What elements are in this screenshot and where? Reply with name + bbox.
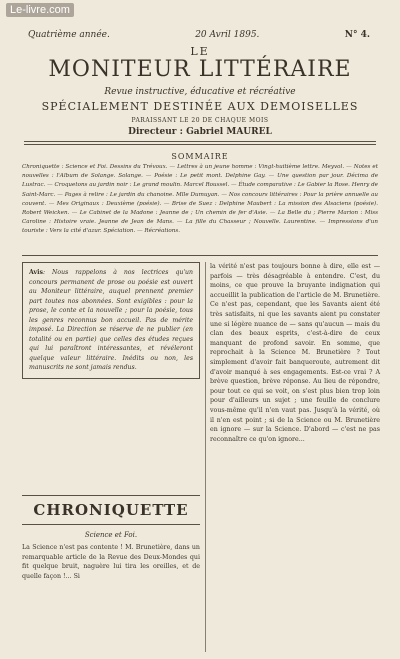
masthead-rule	[24, 141, 376, 142]
watermark-label: Le-livre.com	[6, 3, 74, 17]
masthead-title: MONITEUR LITTÉRAIRE	[48, 57, 352, 82]
chroniquette-title: CHRONIQUETTE	[33, 501, 189, 519]
sommaire-heading: SOMMAIRE	[171, 152, 229, 161]
chroniquette-subtitle: Science et Foi.	[84, 531, 138, 539]
avis-text: : Nous rappelons à nos lectrices qu'un concours permanent de prose ou poésie est ouvert au Moniteur littéraire, auquel prennent premier part toutes nos abonnées. Sont exigibles : pour la prose, le conte et la nouvelle ; pour la poésie, tous les genres reconnus bon accueil. Pas de mérite imposé. La Direction se réserve de ne publier (en totalité ou en partie) que celles des études reçues qui lui paraîtront intéressantes, et révéleront quelque valeur littéraire. Inédits ou non, les manuscrits ne sont jamais rendus.	[29, 269, 193, 371]
masthead-rule-double	[24, 144, 376, 145]
masthead-subtitle: Revue instructive, éducative et récréative	[104, 87, 296, 97]
sommaire-rule	[22, 255, 378, 256]
masthead-director: Directeur : Gabriel MAUREL	[128, 127, 272, 137]
masthead-special: SPÉCIALEMENT DESTINÉE AUX DEMOISELLES	[41, 100, 359, 113]
masthead-article: LE	[190, 45, 210, 58]
chroniquette-text: La Science n'est pas contente ! M. Brunetière, dans un remarquable article de la Revue des Deux-Mondes qui fit quelque bruit, naguère lui tira les oreilles, et de quelle façon !... Si	[22, 544, 200, 580]
column-divider	[205, 262, 206, 652]
sommaire-text: Chroniquette : Science et Foi. Dessins du Trévoux. — Lettres à un jeune homme : Vingt-huitième lettre. Meyvol. — Notes et nouvelles : l'Album de Solange. Solange. — Poésie : Le petit mont. Delphine Gay. — Une question par jour. Décima de Lustrac. — Croquetons au jardin noir : Le grand moulin. Marcel Roussel. — Étude comparative : Le Gabier la Rose. Henry de Saint-Marc. — Pages à relire : Le jardin du chanoine. Mlle Dumuyan. — Nos concours littéraires : Pour la prière annuelle au couvent. — Mes Originaux : Deuxième (poésie). — Brise de Suez : Delphine Maubert : La mission des Alsaciens (poésie). Robert Weicken. — Le Cabinet de la Madone : Jeanne de ; Un chemin de fer d'Asie. — La Belle du ; Pierre Marion : Miss Caroline : Histoire vraie. Jeanne de Jean de Mans. — La fille du Chasseur ; Nouvelle. Laurentine. — Impressions d'un touriste : Vers la cité d'azur. Spéciation. — Récréations.	[22, 164, 378, 235]
avis-label: Avis	[29, 269, 43, 276]
issue-number: N° 4.	[344, 30, 370, 40]
issue-header	[28, 30, 370, 40]
masthead-frequency: PARAISSANT LE 20 DE CHAQUE MOIS	[131, 117, 269, 124]
chroniquette-rule-top	[22, 495, 200, 496]
issue-date: 20 Avril 1895.	[195, 30, 260, 40]
avis-box	[22, 262, 200, 379]
chroniquette-rule-bottom	[22, 524, 200, 525]
issue-year: Quatrième année.	[28, 30, 110, 40]
right-column-text: la vérité n'est pas toujours bonne à dire, elle est — parfois — très désagréable à entendre. C'est, du moins, ce que prouve la bruyante indignation qui accueillit la publication de l'article de M. Brunetière. Ce n'est pas, cependant, que les Savants aient été très satisfaits, ni que les savants aient pu constater une si légère nuance de — sans qu'aucun — mais du clan des beaux esprits, c'est-à-dire de ceux manquant de profond savoir. En somme, que reprochait à la Science M. Brunetière ? Tout simplement d'avoir fait banqueroute, autrement dit d'avoir manqué à ses engagements. Est-ce vrai ? A brève question, brève réponse. Au lieu de répondre, pour tout ce qui se voit, on s'est plus bien trop loin pour d'ailleurs un sujet ; une feuille de conclure vous-même qu'il n'en vaut pas. Jusqu'à la vérité, où il n'en est point ; si de la Science ou M. Brunetière en ignore — sur la Science. D'abord — c'est ne pas reconnaître ce qu'on ignore...	[210, 263, 380, 443]
